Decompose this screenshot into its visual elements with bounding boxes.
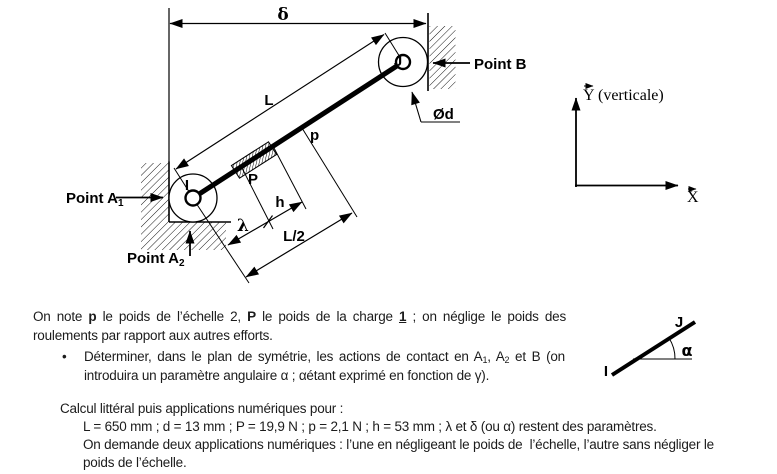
point-a1-label: Point A1 [66, 190, 124, 209]
ladder-weight-label: p [310, 127, 320, 144]
dimension-delta [169, 5, 426, 162]
alpha-label: α [681, 341, 693, 360]
y-axis-label: Y [583, 87, 595, 104]
bullet-line1: Déterminer, dans le plan de symétrie, les actions de contact en A1, A2 et B (on [84, 349, 565, 365]
right-wall-hatch [430, 26, 456, 89]
para2-line1: Calcul littéral puis applications numériques pour : [60, 401, 344, 416]
angle-figure [604, 314, 695, 380]
para2-line2: L = 650 mm ; d = 13 mm ; P = 19,9 N ; p = 2,1 N ; h = 53 mm ; λ et δ (ou α) restent des paramètres. [83, 419, 657, 434]
subscript-a1: 1 [482, 355, 488, 365]
L-dim-line [176, 35, 384, 170]
right-wall [428, 13, 456, 91]
I-label: I [184, 177, 190, 194]
reference-axes [575, 86, 699, 206]
para1-line2: roulements par rapport aux autres efforts. [33, 328, 273, 343]
p-weight-symbol: p [88, 309, 97, 324]
h-label: h [275, 194, 285, 211]
lambda-label: λ [237, 216, 249, 236]
para2-line3: On demande deux applications numériques : l’une en négligeant le poids de l’échelle, l’autre sans négliger le [83, 437, 714, 452]
diameter-callout [412, 92, 460, 123]
dimension-L [174, 33, 403, 198]
diameter-leader [412, 92, 421, 122]
angle-J-label: J [674, 314, 684, 331]
bullet-marker: • [62, 349, 67, 364]
delta-label: δ [277, 5, 289, 25]
para1-line1: On note p le poids de l’échelle 2, P le poids de la charge 1 ; on néglige le poids des [33, 309, 567, 324]
load-weight-label: P [247, 171, 259, 188]
diameter-label: Ød [433, 106, 454, 123]
L-label: L [264, 92, 274, 109]
y-axis-note: (verticale) [598, 87, 664, 104]
P-weight-symbol: P [247, 309, 256, 324]
bullet-line2: introduira un paramètre angulaire α ; αétant exprimé en fonction de γ). [84, 368, 490, 383]
subscript-a2: 2 [504, 355, 510, 365]
angle-I-label: I [603, 363, 609, 380]
L2-dim-line [246, 213, 352, 277]
para2-line4: poids de l’échelle. [83, 455, 187, 470]
dimension-L2 [246, 213, 352, 277]
angle-arc [669, 338, 675, 359]
L2-label: L/2 [283, 228, 305, 245]
charge-number: 1 [398, 309, 407, 324]
para1-text: On note [33, 309, 89, 324]
x-axis-label: X [687, 189, 699, 206]
point-a2-label: Point A2 [127, 250, 185, 269]
point-b-label: Point B [474, 56, 527, 73]
J-label: J [393, 53, 403, 70]
ladder-bar [193, 62, 403, 198]
